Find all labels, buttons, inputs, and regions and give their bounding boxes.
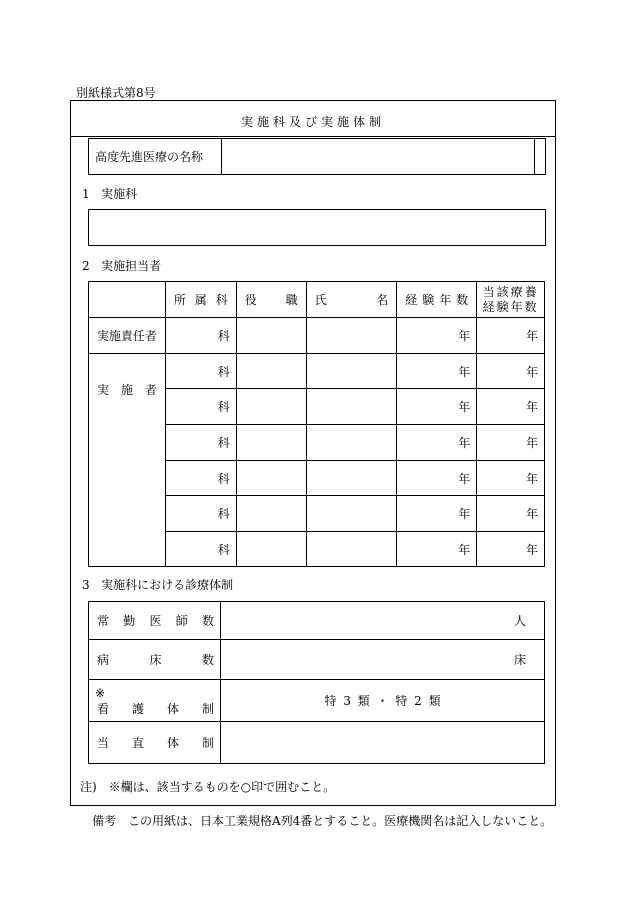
staff-experience[interactable]: 年 bbox=[397, 461, 477, 496]
technology-name-field[interactable] bbox=[222, 139, 535, 175]
beds-field[interactable]: 床 bbox=[221, 640, 545, 680]
staff-experience[interactable]: 年 bbox=[397, 496, 477, 532]
remarks: 備考 この用紙は、日本工業規格A列4番とすること。医療機関名は記入しないこと。 bbox=[92, 814, 553, 828]
staff-label: 実 施 者 bbox=[89, 354, 166, 567]
staff-name[interactable] bbox=[306, 532, 397, 567]
header-department: 所 属 科 bbox=[165, 282, 236, 318]
staff-department[interactable]: 科 bbox=[165, 532, 236, 567]
staff-position[interactable] bbox=[236, 354, 306, 389]
technology-name-label: 高度先進医療の名称 bbox=[89, 139, 222, 175]
staff-department[interactable]: 科 bbox=[165, 389, 236, 425]
staff-name[interactable] bbox=[306, 461, 397, 496]
header-name: 氏 名 bbox=[306, 282, 397, 318]
technology-name-end bbox=[535, 139, 546, 175]
care-system-table bbox=[88, 601, 545, 764]
chief-experience[interactable]: 年 bbox=[397, 318, 477, 354]
staff-department[interactable]: 科 bbox=[165, 354, 236, 389]
staff-department[interactable]: 科 bbox=[165, 461, 236, 496]
staff-specialty-experience[interactable]: 年 bbox=[477, 532, 545, 567]
staff-specialty-experience[interactable]: 年 bbox=[477, 389, 545, 425]
staff-position[interactable] bbox=[236, 496, 306, 532]
staff-name[interactable] bbox=[306, 496, 397, 532]
form-number: 別紙様式第8号 bbox=[76, 86, 156, 100]
fulltime-doctors-label: 常 勤 医 師 数 bbox=[89, 602, 221, 640]
department-table bbox=[88, 209, 546, 246]
staff-position[interactable] bbox=[236, 532, 306, 567]
staff-name[interactable] bbox=[306, 389, 397, 425]
staff-department[interactable]: 科 bbox=[165, 425, 236, 461]
chief-name[interactable] bbox=[306, 318, 397, 354]
staff-experience[interactable]: 年 bbox=[397, 389, 477, 425]
nursing-system-options[interactable]: 特 3 類 ・ 特 2 類 bbox=[221, 680, 545, 722]
staff-experience[interactable]: 年 bbox=[397, 425, 477, 461]
header-specialty-experience: 当該療養 経験年数 bbox=[477, 282, 545, 318]
chief-position[interactable] bbox=[236, 318, 306, 354]
footnote: 注) ※欄は、該当するものを○印で囲むこと。 bbox=[80, 780, 336, 794]
section1-heading: 1 実施科 bbox=[82, 187, 138, 201]
chief-specialty-experience[interactable]: 年 bbox=[477, 318, 545, 354]
header-position: 役 職 bbox=[236, 282, 306, 318]
staff-position[interactable] bbox=[236, 425, 306, 461]
beds-label: 病 床 数 bbox=[89, 640, 221, 680]
header-blank bbox=[89, 282, 166, 318]
section2-heading: 2 実施担当者 bbox=[82, 259, 162, 273]
staff-table bbox=[88, 281, 545, 567]
staff-position[interactable] bbox=[236, 461, 306, 496]
chief-department[interactable]: 科 bbox=[165, 318, 236, 354]
technology-name-table bbox=[88, 138, 546, 175]
staff-department[interactable]: 科 bbox=[165, 496, 236, 532]
staff-specialty-experience[interactable]: 年 bbox=[477, 425, 545, 461]
staff-experience[interactable]: 年 bbox=[397, 354, 477, 389]
title-divider bbox=[70, 136, 556, 137]
department-field[interactable] bbox=[89, 210, 546, 246]
night-duty-label: 当 直 体 制 bbox=[89, 722, 221, 764]
header-experience: 経 験 年 数 bbox=[397, 282, 477, 318]
night-duty-field[interactable] bbox=[221, 722, 545, 764]
nursing-mark: ※ bbox=[95, 686, 106, 700]
staff-position[interactable] bbox=[236, 389, 306, 425]
fulltime-doctors-field[interactable]: 人 bbox=[221, 602, 545, 640]
staff-specialty-experience[interactable]: 年 bbox=[477, 496, 545, 532]
nursing-system-label: ※ 看 護 体 制 bbox=[89, 680, 221, 722]
chief-label: 実施責任者 bbox=[89, 318, 166, 354]
staff-specialty-experience[interactable]: 年 bbox=[477, 354, 545, 389]
form-title: 実施科及び実施体制 bbox=[240, 115, 385, 129]
section3-heading: 3 実施科における診療体制 bbox=[82, 578, 234, 592]
staff-name[interactable] bbox=[306, 354, 397, 389]
staff-experience[interactable]: 年 bbox=[397, 532, 477, 567]
staff-specialty-experience[interactable]: 年 bbox=[477, 461, 545, 496]
staff-name[interactable] bbox=[306, 425, 397, 461]
